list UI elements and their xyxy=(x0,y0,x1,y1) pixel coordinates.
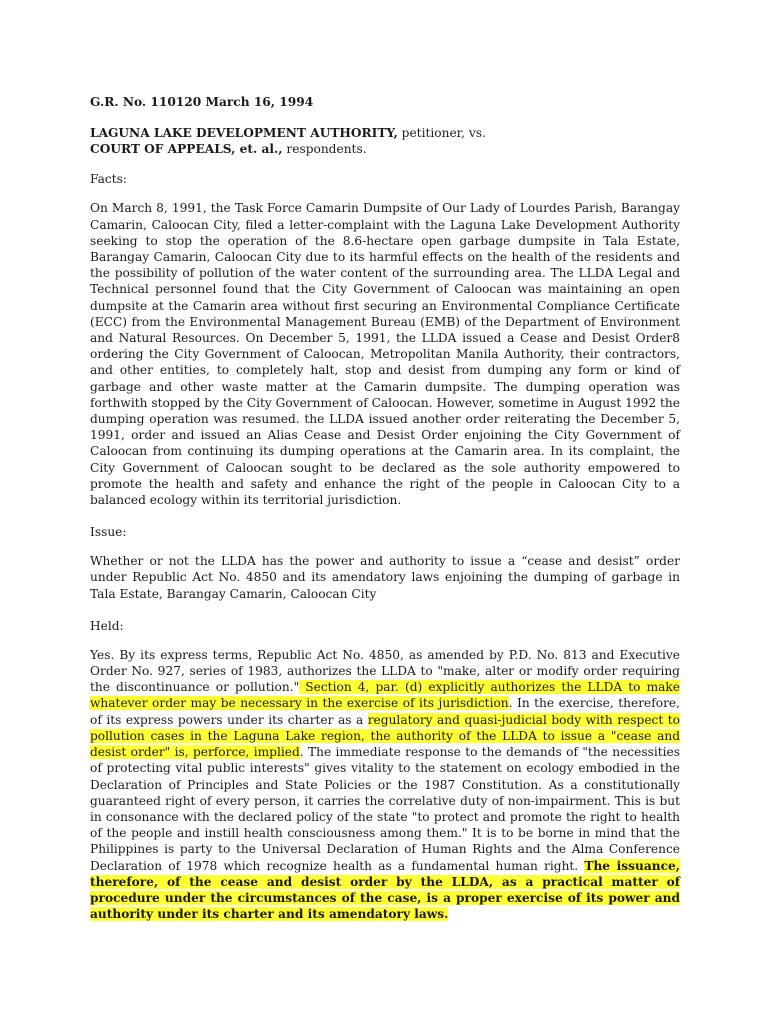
held-text-3: . The immediate response to the demands of "the necessities of protecting vital public interests" gives vitality to the statement on ecology embodied in the Declaration of Principles and State Policies or the 1987 Constitution. As a constitutionally guaranteed right of every person, it carries the correlative duty of non-impairment. This is but in consonance with the declared policy of the state "to protect and promote the right to health of the people and instill health consciousness among them." It is to be borne in mind that the Philippines is party to the Universal Declaration of Human Rights and the Alma Conference Declaration of 1978 which recognize health as a fundamental human right. xyxy=(90,745,680,873)
facts-paragraph: On March 8, 1991, the Task Force Camarin Dumpsite of Our Lady of Lourdes Parish, Barangay Camarin, Caloocan City, filed a letter-complaint with the Laguna Lake Development Authority seeking to stop the operation of the 8.6-hectare open garbage dumpsite in Tala Estate, Barangay Camarin, Caloocan City due to its harmful effects on the health of the residents and the possibility of pollution of the water content of the surrounding area. The LLDA Legal and Technical personnel found that the City Government of Caloocan was maintaining an open dumpsite at the Camarin area without first securing an Environmental Compliance Certificate (ECC) from the Environmental Management Bureau (EMB) of the Department of Environment and Natural Resources. On December 5, 1991, the LLDA issued a Cease and Desist Order8 ordering the City Government of Caloocan, Metropolitan Manila Authority, their contractors, and other entities, to completely halt, stop and desist from dumping any form or kind of garbage and other waste matter at the Camarin dumpsite. The dumping operation was forthwith stopped by the City Government of Caloocan. However, sometime in August 1992 the dumping operation was resumed. the LLDA issued another order reiterating the December 5, 1991, order and issued an Alias Cease and Desist Order enjoining the City Government of Caloocan from continuing its dumping operations at the Camarin area. In its complaint, the City Government of Caloocan sought to be declared as the sole authority empowered to promote the health and safety and enhance the right of the people in Caloocan City to a balanced ecology within its territorial jurisdiction. xyxy=(90,201,680,508)
held-heading: Held: xyxy=(90,618,124,633)
held-text-1: Yes. By its express terms, Republic Act No. 4850, as amended by P.D. No. 813 and Executive Order No. 927, series of 1983, authorizes the LLDA to "make, alter or modify order requiring the discontinuance or pollution." xyxy=(90,647,680,695)
issue-heading: Issue: xyxy=(90,525,127,540)
case-parties xyxy=(90,125,680,157)
case-citation: G.R. No. 110120 March 16, 1994 xyxy=(90,95,314,109)
respondent-name: COURT OF APPEALS, et. al., xyxy=(90,142,283,157)
petitioner-name: LAGUNA LAKE DEVELOPMENT AUTHORITY, xyxy=(90,126,398,140)
held-paragraph xyxy=(90,647,680,922)
held-highlight-2: regulatory and quasi-judicial body with respect to pollution cases in the Laguna Lake region, the authority of the LLDA to issue a "cease and desist order" is, perforce, implied xyxy=(90,712,680,760)
petitioner-role: petitioner, vs. xyxy=(397,126,486,140)
held-highlight-1: Section 4, par. (d) explicitly authorizes the LLDA to make whatever order may be necessary in the exercise of its jurisdiction xyxy=(90,680,680,711)
held-text-2: . In the exercise, therefore, of its express powers under its charter as a xyxy=(90,696,680,727)
facts-heading: Facts: xyxy=(90,172,127,187)
held-highlight-3: The issuance, therefore, of the cease and desist order by the LLDA, as a practical matter of procedure under the circumstances of the case, is a proper exercise of its power and authority under its charter and its amendatory laws. xyxy=(90,858,680,922)
issue-paragraph: Whether or not the LLDA has the power and authority to issue a “cease and desist” order under Republic Act No. 4850 and its amendatory laws enjoining the dumping of garbage in Tala Estate, Barangay Camarin, Caloocan City xyxy=(90,554,680,601)
respondent-role: respondents. xyxy=(282,142,367,157)
